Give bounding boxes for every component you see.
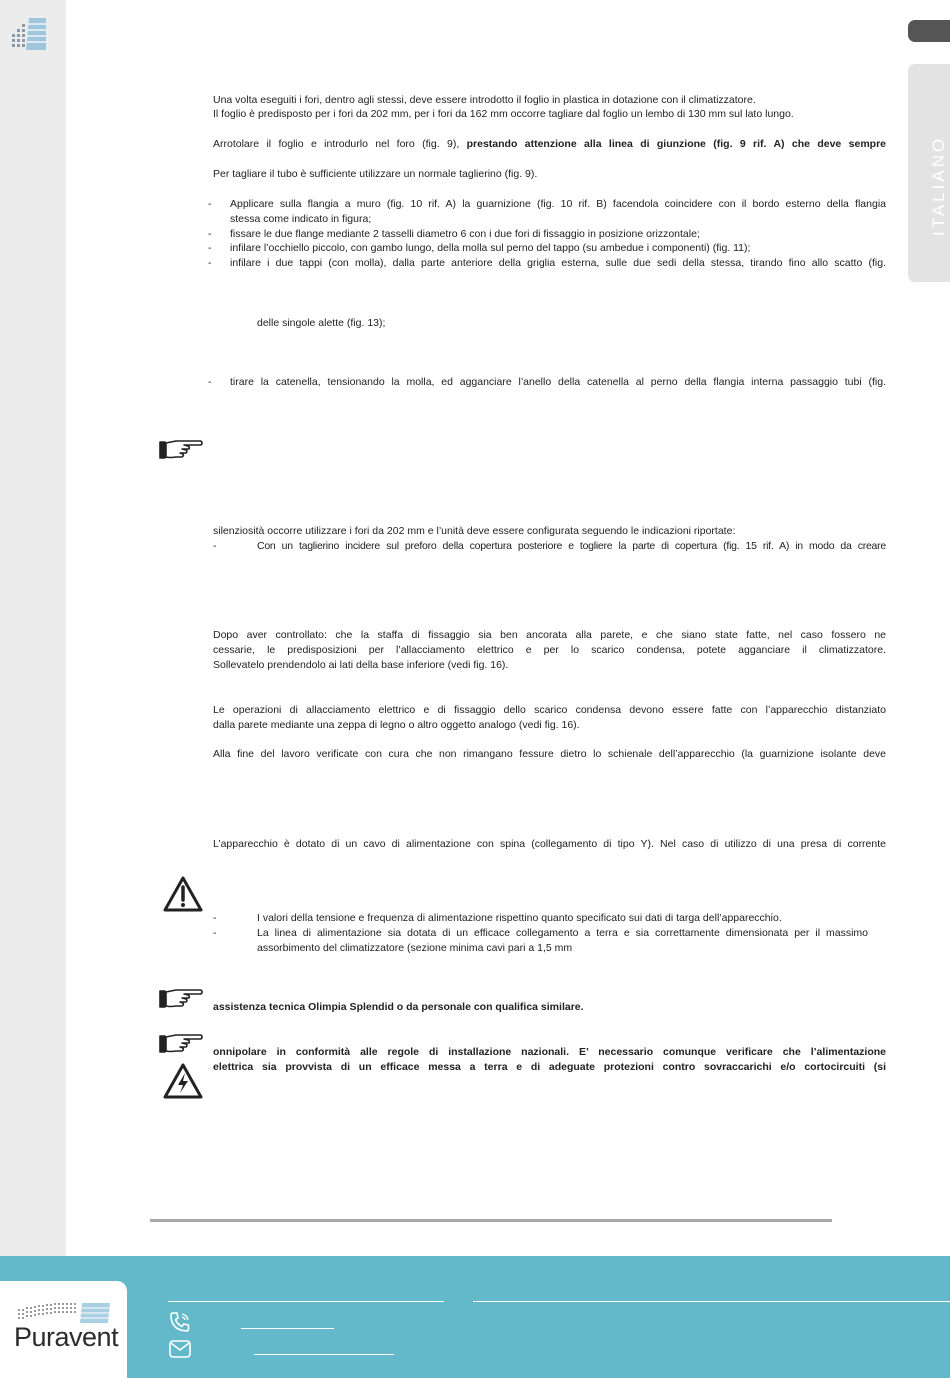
paragraph-line: Le operazioni di allacciamento elettrico e di fissaggio dello scarico condensa devono essere fatte con l’apparecchio distanziato	[213, 704, 886, 716]
paragraph-line: Per tagliare il tubo è sufficiente utilizzare un normale taglierino (fig. 9).	[213, 168, 538, 180]
note-text: elettrica sia provvista di un efficace messa a terra e di adeguate protezioni contro sovraccarichi e/o cortocircuiti (si	[213, 1061, 886, 1073]
side-tab-dark	[908, 20, 950, 42]
list-bullet: -	[208, 376, 212, 388]
mail-icon[interactable]	[168, 1339, 192, 1359]
list-item: I valori della tensione e frequenza di alimentazione rispettino quanto specificato sui dati di targa dell’apparecchio.	[257, 912, 782, 924]
language-label: ITALIANO	[929, 135, 948, 236]
paragraph-line: cessarie, le predisposizioni per l’allacciamento elettrico e per lo scarico condensa, potete agganciare il climatizzatore.	[213, 644, 886, 656]
list-bullet: -	[208, 198, 212, 210]
paragraph-line: Il foglio è predisposto per i fori da 202 mm, per i fori da 162 mm occorre tagliare dal foglio un lembo di 130 mm sul lato lungo.	[213, 108, 794, 120]
footer-band	[0, 1256, 950, 1378]
paragraph-line: silenziosità occorre utilizzare i fori da 202 mm e l’unità deve essere configurata seguendo le indicazioni riportate:	[213, 525, 736, 537]
list-item-cont: stessa come indicato in figura;	[230, 213, 372, 225]
list-item: La linea di alimentazione sia dotata di un efficace collegamento a terra e sia correttamente dimensionata per il massimo	[257, 927, 868, 939]
paragraph-line: L’apparecchio è dotato di un cavo di alimentazione con spina (collegamento di tipo Y). Nel caso di utilizzo di una presa di corrente	[213, 838, 886, 850]
left-sidebar	[0, 0, 66, 1256]
list-item: Applicare sulla flangia a muro (fig. 10 rif. A) la guarnizione (fig. 10 rif. B) facendola coincidere con il bordo esterno della flangia	[230, 198, 886, 210]
list-bullet: -	[213, 912, 217, 924]
paragraph-line: Una volta eseguiti i fori, dentro agli stessi, deve essere introdotto il foglio in plastica in dotazione con il climatizzatore.	[213, 94, 756, 106]
list-item: infilare l’occhiello piccolo, con gambo lungo, della molla sul perno del tappo (su ambedue i componenti) (fig. 11);	[230, 242, 751, 254]
list-item: tirare la catenella, tensionando la molla, ed agganciare l’anello della catenella al perno della flangia interna passaggio tubi (fig.	[230, 376, 886, 388]
paragraph-text: Arrotolare il foglio e introdurlo nel foro (fig. 9),	[213, 138, 467, 150]
list-bullet: -	[208, 242, 212, 254]
pointing-hand-icon	[158, 987, 204, 1011]
list-item: fissare le due flange mediante 2 tasselli diametro 6 con i due fori di fissaggio in posizione orizzontale;	[230, 228, 700, 240]
paragraph-line: Alla fine del lavoro verificate con cura che non rimangano fessure dietro lo schienale dell’apparecchio (la guarnizione isolante deve	[213, 748, 886, 760]
electric-hazard-icon	[162, 1062, 204, 1100]
footer-divider	[150, 1219, 832, 1222]
language-tab[interactable]	[908, 64, 950, 282]
list-bullet: -	[213, 540, 217, 552]
brand-name: Puravent	[14, 1322, 119, 1352]
list-item: infilare i due tappi (con molla), dalla parte anteriore della griglia esterna, sulle due sedi della stessa, tirando fino allo scatto (fig.	[230, 257, 886, 269]
email-underline	[254, 1354, 394, 1355]
pointing-hand-icon	[158, 438, 204, 462]
paragraph-line	[213, 137, 886, 152]
list-bullet: -	[213, 927, 217, 939]
list-bullet: -	[208, 257, 212, 269]
phone-icon[interactable]	[168, 1310, 192, 1334]
footer-line	[473, 1301, 950, 1302]
phone-underline	[241, 1328, 334, 1329]
list-item-cont: assorbimento del climatizzatore (sezione minima cavi pari a 1,5 mm	[257, 942, 573, 954]
warning-icon	[162, 875, 204, 913]
footer-line	[168, 1301, 444, 1302]
paragraph-line: Dopo aver controllato: che la staffa di fissaggio sia ben ancorata alla parete, e che siano state fatte, nel caso fossero ne	[213, 629, 886, 641]
brand-mark-icon	[10, 14, 50, 54]
list-item: Con un taglierino incidere sul preforo della copertura posteriore e togliere la parte di copertura (fig. 15 rif. A) in modo da creare	[257, 540, 886, 552]
list-item-cont: delle singole alette (fig. 13);	[257, 317, 386, 329]
pointing-hand-icon	[158, 1032, 204, 1056]
list-bullet: -	[208, 228, 212, 240]
paragraph-line: Sollevatelo prendendolo ai lati della base inferiore (vedi fig. 16).	[213, 659, 509, 671]
paragraph-line: dalla parete mediante una zeppa di legno o altro oggetto analogo (vedi fig. 16).	[213, 719, 580, 731]
paragraph-bold-text: prestando attenzione alla linea di giunzione (fig. 9 rif. A) che deve sempre	[466, 138, 886, 150]
note-text: onnipolare in conformità alle regole di installazione nazionali. E’ necessario comunque verificare che l’alimentazione	[213, 1046, 886, 1058]
note-text: assistenza tecnica Olimpia Splendid o da personale con qualifica similare.	[213, 1001, 584, 1013]
